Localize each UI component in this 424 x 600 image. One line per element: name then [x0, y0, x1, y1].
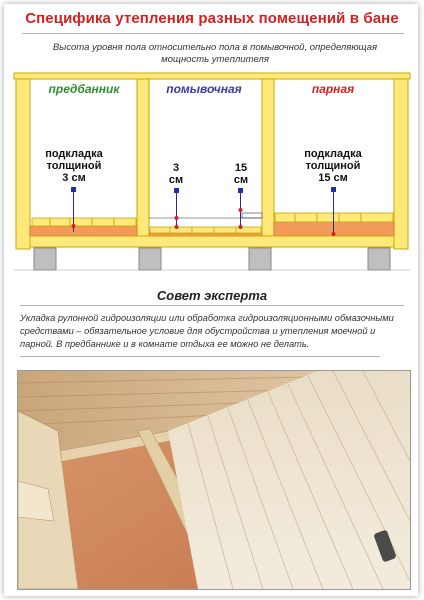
- marker-right: [331, 187, 336, 192]
- floor-photo: [17, 370, 411, 590]
- point-mid-a-bottom: [175, 225, 179, 229]
- label-mid-b-2: см: [233, 174, 249, 186]
- post-left: [16, 79, 30, 249]
- support-1: [34, 248, 56, 270]
- label-mid-a-1: 3: [172, 162, 180, 174]
- label-right-1: подкладка: [304, 148, 362, 160]
- floor-diagram: [0, 0, 424, 290]
- middle-raised-step: [242, 213, 262, 218]
- point-left: [72, 224, 76, 228]
- subtitle-line-1: Высота уровня пола относительно пола в помывочной, определяющая: [52, 42, 378, 53]
- post-a: [137, 79, 149, 237]
- room-label-right: парная: [311, 82, 355, 96]
- base-beam: [30, 236, 394, 247]
- room-label-left: предбанник: [48, 82, 120, 96]
- label-right-2: толщиной: [305, 160, 361, 172]
- post-right: [394, 79, 408, 249]
- label-left-3: 3 см: [62, 172, 86, 184]
- point-mid-b-bottom: [239, 225, 243, 229]
- top-beam: [14, 73, 410, 79]
- tip-divider-bottom: [20, 356, 380, 357]
- point-mid-b-top: [239, 208, 243, 212]
- expert-tip-heading: Совет эксперта: [156, 288, 268, 303]
- page-title: Специфика утепления разных помещений в бане: [25, 10, 399, 27]
- marker-mid-b: [238, 188, 243, 193]
- support-4: [368, 248, 390, 270]
- tip-divider-top: [20, 305, 404, 306]
- insulation-left: [30, 226, 137, 236]
- expert-tip-text: Укладка рулонной гидроизоляции или обработка гидроизоляционными обмазочными средствами – обязательное условие для обустройства и утепления моечной и парной. В предбаннике и в комнате отдыха ее можно не делать.: [20, 313, 394, 349]
- subtitle-line-2: мощность утеплителя: [161, 54, 269, 65]
- label-left-1: подкладка: [45, 148, 103, 160]
- label-left-2: толщиной: [46, 160, 102, 172]
- label-mid-a-2: см: [168, 174, 184, 186]
- point-right: [332, 232, 336, 236]
- boards-middle: [150, 227, 261, 233]
- post-b: [262, 79, 274, 237]
- room-label-middle: помывочная: [166, 82, 242, 96]
- marker-mid-a: [174, 188, 179, 193]
- floor-photo-image: [18, 371, 410, 589]
- label-mid-b-1: 15: [234, 162, 248, 174]
- support-3: [249, 248, 271, 270]
- boards-left: [32, 218, 136, 226]
- marker-left: [71, 187, 76, 192]
- point-mid-a-top: [175, 216, 179, 220]
- support-2: [139, 248, 161, 270]
- label-right-3: 15 см: [318, 172, 348, 184]
